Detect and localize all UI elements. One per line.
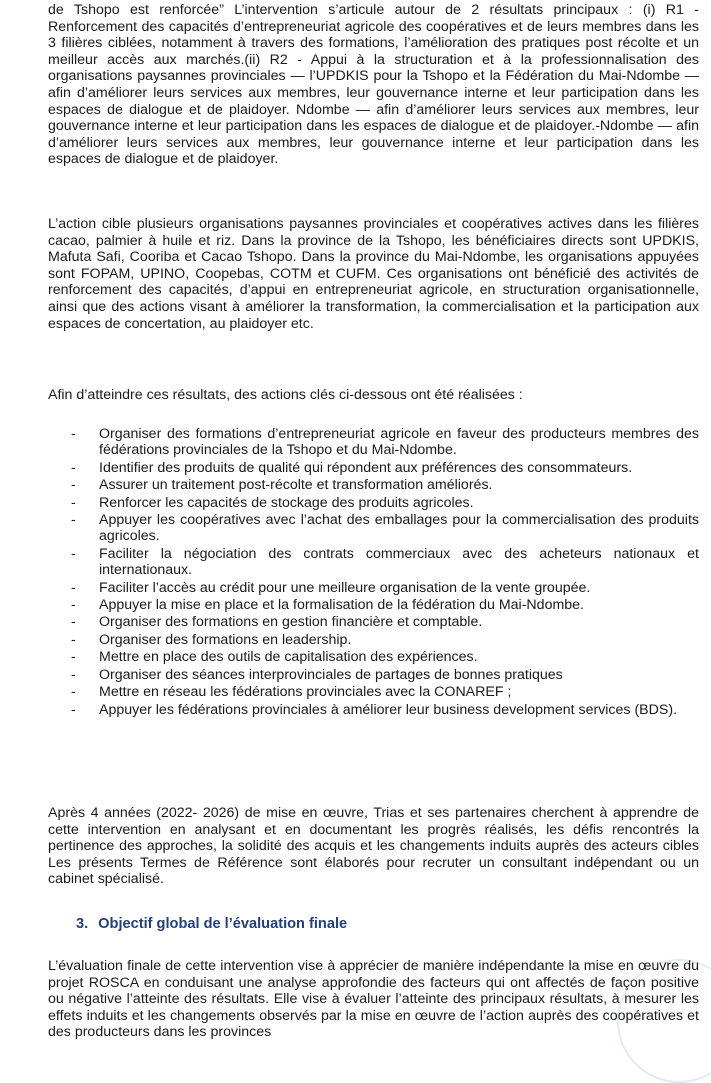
bullet-dash: - <box>71 684 76 701</box>
action-list-item <box>0 477 711 493</box>
actions-list <box>0 426 711 719</box>
action-list-item <box>0 614 711 630</box>
paragraph-evaluation-objective: L’évaluation finale de cette intervention vise à apprécier de manière indépendante la mise en œuvre du projet ROSCA en conduisant une analyse approfondie des facteurs qui ont affectés de façon positive ou négative l’atteinte des résultats. Elle vise à évaluer l’atteinte des principaux résultats, à mesurer les effets induits et les changements observés par la mise en œuvre de l’action auprès des coopératives et des producteurs dans les provinces <box>48 958 699 1041</box>
action-text: Organiser des formations en gestion financière et comptable. <box>99 614 483 631</box>
bullet-dash: - <box>71 631 76 648</box>
paragraph-target-organisations: L’action cible plusieurs organisations paysannes provinciales et coopératives actives dans les filières cacao, palmier à huile et riz. Dans la province de la Tshopo, les bénéficiaires directs sont UPDKIS, Mafuta Safi, Cooriba et Cacao Tshopo. Dans la province du Mai-Ndombe, les organisations appuyées sont FOPAM, UPINO, Coopebas, COTM et CUFM. Ces organisations ont bénéficié des activités de renforcement des capacités, d’appui en entrepreneuriat agricole, en structuration organisationnelle, ainsi que des actions visant à améliorer la transformation, la commercialisation et la participation aux espaces de concertation, au plaidoyer etc. <box>48 216 699 332</box>
action-text: Mettre en réseau les fédérations provinciales avec la CONAREF ; <box>99 684 512 701</box>
bullet-dash: - <box>71 614 76 631</box>
action-text: Mettre en place des outils de capitalisation des expériences. <box>99 649 478 666</box>
bullet-dash: - <box>71 426 76 442</box>
action-list-item <box>0 546 711 579</box>
action-list-item <box>0 632 711 648</box>
bullet-dash: - <box>71 459 76 476</box>
bullet-dash: - <box>71 649 76 666</box>
action-list-item <box>0 426 711 459</box>
action-list-item <box>0 684 711 700</box>
paragraph-learning: Après 4 années (2022- 2026) de mise en œuvre, Trias et ses partenaires cherchent à apprendre de cette intervention en analysant et en documentant les progrès réalisés, les défis rencontrés la pertinence des approches, la solidité des acquis et les changements induits auprès des acteurs cibles Les présents Termes de Référence sont élaborés pour recruter un consultant indépendant ou un cabinet spécialisé. <box>48 805 699 888</box>
bullet-dash: - <box>71 579 76 596</box>
action-list-item <box>0 495 711 511</box>
action-text: Organiser des formations d’entrepreneuriat agricole en faveur des producteurs membres des fédérations provinciales de la Tshopo et du Mai-Ndombe. <box>99 426 699 459</box>
bullet-dash: - <box>71 597 76 614</box>
action-text: Faciliter l’accès au crédit pour une meilleure organisation de la vente groupée. <box>99 579 591 596</box>
paragraph-results: de Tshopo est renforcée” L’intervention s’articule autour de 2 résultats principaux : (i) R1 - Renforcement des capacités d’entrepreneuriat agricole des coopératives et de leurs membres dans les 3 filières ciblées, notamment à travers des formations, l’amélioration des pratiques post récolte et un meilleur accès aux marchés.(ii) R2 - Appui à la structuration et à la professionnalisation des organisations paysannes provinciales — l’UPDKIS pour la Tshopo et la Fédération du Mai-Ndombe — afin d’améliorer leurs services aux membres, leur gouvernance interne et leur participation dans les espaces de dialogue et de plaidoyer. Ndombe — afin d’améliorer leurs services aux membres, leur gouvernance interne et leur participation dans les espaces de dialogue et de plaidoyer.-Ndombe — afin d’améliorer leurs services aux membres, leur gouvernance interne et leur participation dans les espaces de dialogue et de plaidoyer. <box>48 2 699 168</box>
action-text: Organiser des séances interprovinciales de partages de bonnes pratiques <box>99 666 563 683</box>
action-text: Renforcer les capacités de stockage des produits agricoles. <box>99 494 474 511</box>
action-text: Appuyer la mise en place et la formalisation de la fédération du Mai-Ndombe. <box>99 597 585 614</box>
bullet-dash: - <box>71 701 76 718</box>
action-text: Faciliter la négociation des contrats commerciaux avec des acheteurs nationaux et internationaux. <box>99 545 699 579</box>
action-list-item <box>0 512 711 545</box>
action-text: Appuyer les coopératives avec l’achat des emballages pour la commercialisation des produits agricoles. <box>99 512 699 545</box>
action-list-item <box>0 580 711 596</box>
bullet-dash: - <box>71 666 76 683</box>
action-list-item <box>0 460 711 476</box>
action-list-item <box>0 597 711 613</box>
action-list-item <box>0 649 711 665</box>
bullet-dash: - <box>71 494 76 511</box>
action-text: Organiser des formations en leadership. <box>99 631 352 648</box>
section-number: 3. <box>76 916 89 932</box>
bullet-dash: - <box>71 545 76 562</box>
paragraph-actions-intro: Afin d’atteindre ces résultats, des actions clés ci-dessous ont été réalisées : <box>48 387 523 403</box>
action-text: Appuyer les fédérations provinciales à améliorer leur business development services (BDS). <box>99 701 678 718</box>
section-title: Objectif global de l’évaluation finale <box>98 916 348 932</box>
section-heading-3 <box>76 916 347 932</box>
action-text: Assurer un traitement post-récolte et transformation améliorés. <box>99 477 493 494</box>
action-list-item <box>0 667 711 683</box>
action-list-item <box>0 702 711 718</box>
bullet-dash: - <box>71 512 76 529</box>
action-text: Identifier des produits de qualité qui répondent aux préférences des consommateurs. <box>99 459 633 476</box>
bullet-dash: - <box>71 477 76 494</box>
